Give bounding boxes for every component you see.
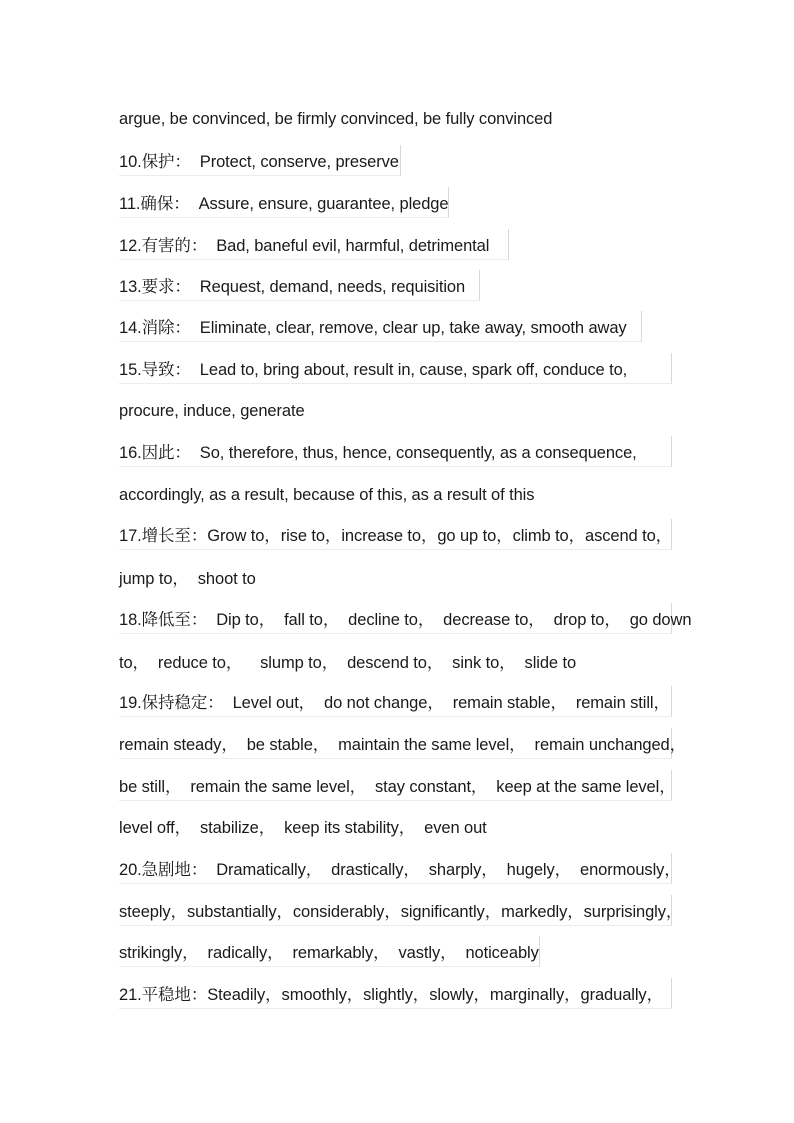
line-text: accordingly, as a result, because of this, as a result of this (119, 486, 535, 504)
line-text: 12.有害的： Bad, baneful evil, harmful, detrimental (119, 237, 490, 255)
text-line (119, 440, 637, 466)
text-line (119, 357, 627, 383)
text-line (119, 607, 691, 633)
line-text: 15.导致： Lead to, bring about, result in, cause, spark off, conduce to, (119, 361, 628, 379)
text-line (119, 982, 663, 1008)
text-line (119, 732, 686, 758)
line-text: to， reduce to， slump to， descend to， sink to， slide to (119, 654, 577, 672)
line-text: steeply，substantially，considerably，significantly，markedly，surprisingly， (119, 903, 683, 921)
text-line (119, 523, 672, 549)
text-line (119, 149, 399, 175)
text-line (119, 940, 539, 966)
line-text: 14.消除： Eliminate, clear, remove, clear up, take away, smooth away (119, 319, 627, 337)
text-line (119, 315, 627, 341)
line-text: 16.因此： So, therefore, thus, hence, consequently, as a consequence, (119, 444, 637, 462)
text-line (119, 690, 670, 716)
text-line (119, 482, 534, 508)
line-text: strikingly， radically， remarkably， vastly， noticeably (119, 944, 539, 962)
line-text: procure, induce, generate (119, 402, 305, 420)
line-text: 19.保持稳定： Level out， do not change， remain stable， remain still， (119, 694, 670, 712)
text-line (119, 815, 487, 841)
line-text: 13.要求： Request, demand, needs, requisition (119, 278, 466, 296)
line-text: 18.降低至： Dip to， fall to， decline to， decrease to， drop to， go down (119, 611, 692, 629)
text-line (119, 899, 682, 925)
line-text: jump to， shoot to (119, 570, 256, 588)
text-line (119, 233, 489, 259)
text-line (119, 774, 676, 800)
line-text: level off， stabilize， keep its stability， even out (119, 819, 487, 837)
line-text: 10.保护： Protect, conserve, preserve (119, 153, 399, 171)
line-text: be still， remain the same level， stay constant， keep at the same level， (119, 778, 676, 796)
line-text: remain steady， be stable， maintain the same level， remain unchanged， (119, 736, 687, 754)
line-text: 17.增长至：Grow to，rise to，increase to，go up to，climb to，ascend to， (119, 527, 673, 545)
text-line (119, 857, 681, 883)
text-line (119, 566, 256, 592)
line-text: argue, be convinced, be firmly convinced, be fully convinced (119, 110, 553, 128)
text-line (119, 106, 552, 132)
text-line (119, 650, 576, 676)
text-line (119, 274, 465, 300)
line-text: 20.急剧地： Dramatically， drastically， sharply， hugely， enormously， (119, 861, 681, 879)
line-text: 11.确保： Assure, ensure, guarantee, pledge (119, 195, 449, 213)
text-line (119, 398, 305, 424)
text-line (119, 191, 448, 217)
line-text: 21.平稳地：Steadily，smoothly，slightly，slowly，marginally，gradually， (119, 986, 663, 1004)
